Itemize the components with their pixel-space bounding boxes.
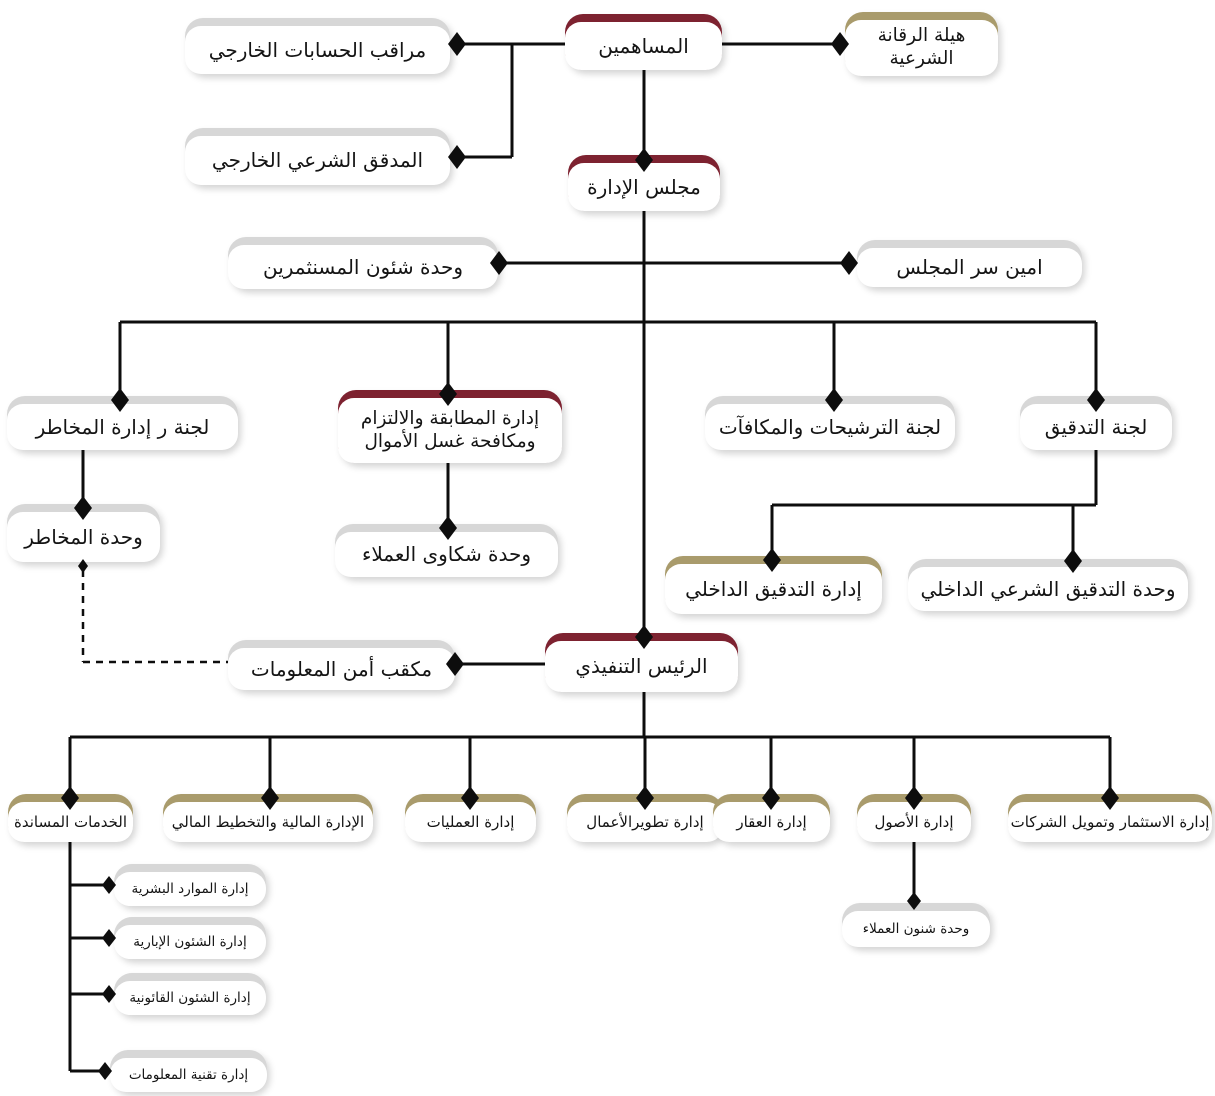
node-label: إدارة العقار [736,812,807,831]
node-label: إدارة الاستثمار وتمويل الشركات [1010,812,1210,831]
node-box [665,564,882,614]
node-box [545,641,738,692]
node-complaints-unit [335,524,558,577]
node-box [842,911,990,947]
node-box [338,398,562,463]
node-box [110,1058,267,1092]
node-box [568,163,720,211]
node-bizdev [567,794,723,842]
node-box [8,802,133,842]
node-label: إدارة الموارد البشرية [131,880,249,897]
node-assets [857,794,971,842]
node-risk-committee [7,396,238,450]
node-legal-affairs [114,973,266,1015]
node-label: إدارة تقنية المعلومات [128,1066,249,1083]
node-label: المدقق الشرعي الخارجي [211,148,424,173]
node-box [185,26,450,74]
node-box [114,981,266,1015]
node-label: لجنة ر إدارة المخاطر [35,414,210,439]
node-box [1008,802,1212,842]
node-label: لجنة التدقيق [1044,414,1148,439]
node-label: وحدة شنون العملاء [862,920,970,937]
node-label: وحدة شكاوى العملاء [361,542,532,567]
node-risk-unit [7,504,160,562]
node-investment [1008,794,1212,842]
node-audit-committee [1020,396,1172,450]
node-label: إدارة الشئون الإبارية [133,933,247,950]
node-hr [114,864,266,906]
node-label: لجنة الترشيحات والمكافآت [718,414,942,439]
node-label: وحدة المخاطر [24,524,143,549]
node-label: مكقب أمن المعلومات [250,656,433,681]
node-label: إدارة العمليات [426,812,515,831]
node-infosec-office [228,640,455,690]
node-box [114,872,266,906]
node-internal-audit [665,556,882,614]
diamond-connector-icon [448,32,466,56]
node-label: وحدة التدقيق الشرعي الداخلي [920,576,1176,601]
node-box [713,802,830,842]
dashed-connectors [83,570,228,662]
node-nominations [705,396,955,450]
diamond-connector-icon [448,145,466,169]
node-box [857,248,1082,287]
diamond-connector-icon [840,251,858,275]
node-box [565,22,722,70]
node-box [857,802,971,842]
node-box [705,404,955,450]
node-box [405,802,536,842]
node-label: وحدة شئون المسنثمرين [262,254,464,279]
node-box [185,136,450,185]
node-investor-affairs [228,237,498,289]
node-admin-affairs [114,917,266,959]
node-label: امين سر المجلس [896,255,1043,280]
node-label: هيلة الرقانة الشرعية [877,25,966,69]
node-label: الخدمات المساندة [13,812,128,831]
node-label: إدارة الأصول [874,812,954,831]
node-box [1020,404,1172,450]
node-customer-affairs [842,903,990,947]
node-label: مجلس الإدارة [587,174,701,199]
node-support-services [8,794,133,842]
node-label: إدارة الشئون القائونية [129,989,251,1006]
node-sharia-board [845,12,998,76]
node-box [7,512,160,562]
node-shareholders [565,14,722,70]
node-finance [163,794,373,842]
node-operations [405,794,536,842]
node-box [163,802,373,842]
node-board-secretary [857,240,1082,287]
node-it [110,1050,267,1092]
node-label: إدارة المطابقة والالتزام ومكافحة غسل الأموال [360,407,540,452]
node-internal-sharia-audit [908,559,1188,611]
node-box [228,245,498,289]
node-label: المساهمين [598,33,689,58]
node-compliance [338,390,562,463]
node-ceo [545,633,738,692]
node-label: إدارة التدقيق الداخلي [685,576,862,601]
node-box [228,648,455,690]
node-box [567,802,723,842]
node-box [7,404,238,450]
node-label: الرئيس التنفيذي [575,654,708,679]
node-realestate [713,794,830,842]
node-label: الإدارة المالية والتخطيط المالي [171,812,365,831]
node-box [845,20,998,76]
node-external-auditor [185,18,450,74]
node-box [335,532,558,577]
node-box [114,925,266,959]
node-external-sharia-auditor [185,128,450,185]
node-board [568,155,720,211]
node-box [908,567,1188,611]
node-label: مراقب الحسابات الخارجي [208,37,427,62]
node-label: إدارة تطويرالأعمال [586,812,704,831]
